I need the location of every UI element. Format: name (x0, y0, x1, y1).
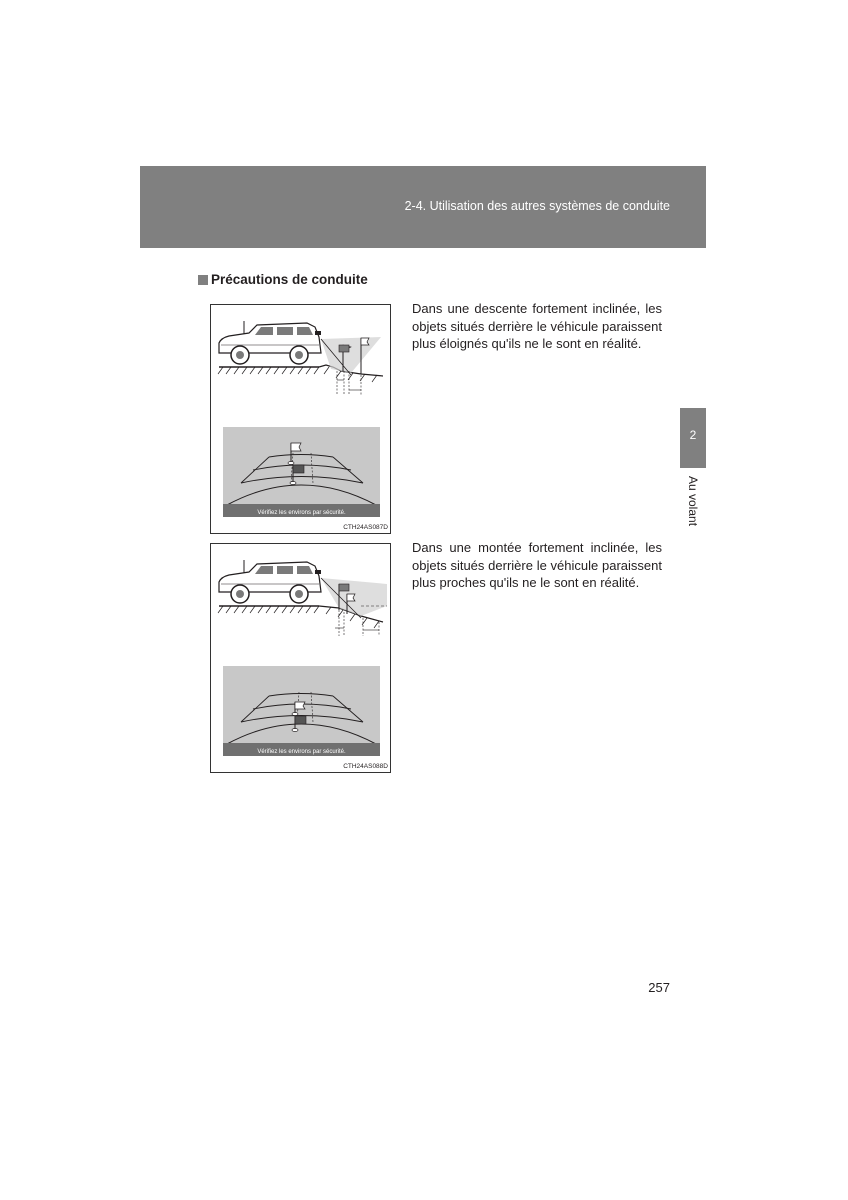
uphill-illustration (211, 544, 392, 774)
figure-code: CTH24AS087D (343, 524, 388, 531)
downhill-paragraph: Dans une descente fortement inclinée, les objets situés derrière le véhicule paraissent plus éloignés qu'ils ne le sont en réalité. (412, 301, 662, 352)
camera-caption: Vérifiez les environs par sécurité. (257, 510, 346, 516)
figure-code: CTH24AS088D (343, 763, 388, 770)
chapter-tab-number: 2 (689, 428, 697, 442)
downhill-illustration (211, 305, 392, 535)
section-heading-text: Précautions de conduite (211, 272, 368, 287)
figure-downhill (210, 304, 391, 534)
uphill-paragraph: Dans une montée fortement inclinée, les objets situés derrière le véhicule paraissent plus proches qu'ils ne le sont en réalité. (412, 540, 662, 591)
camera-caption: Vérifiez les environs par sécurité. (257, 749, 346, 755)
page-number: 257 (648, 980, 670, 995)
chapter-side-label-text: Au volant (686, 476, 700, 527)
section-heading (198, 272, 368, 287)
figure-uphill (210, 543, 391, 773)
chapter-header (140, 166, 706, 248)
section-marker-square (198, 275, 208, 285)
chapter-side-label (680, 476, 706, 536)
chapter-tab (680, 408, 706, 468)
chapter-title: 2-4. Utilisation des autres systèmes de conduite (404, 199, 670, 213)
